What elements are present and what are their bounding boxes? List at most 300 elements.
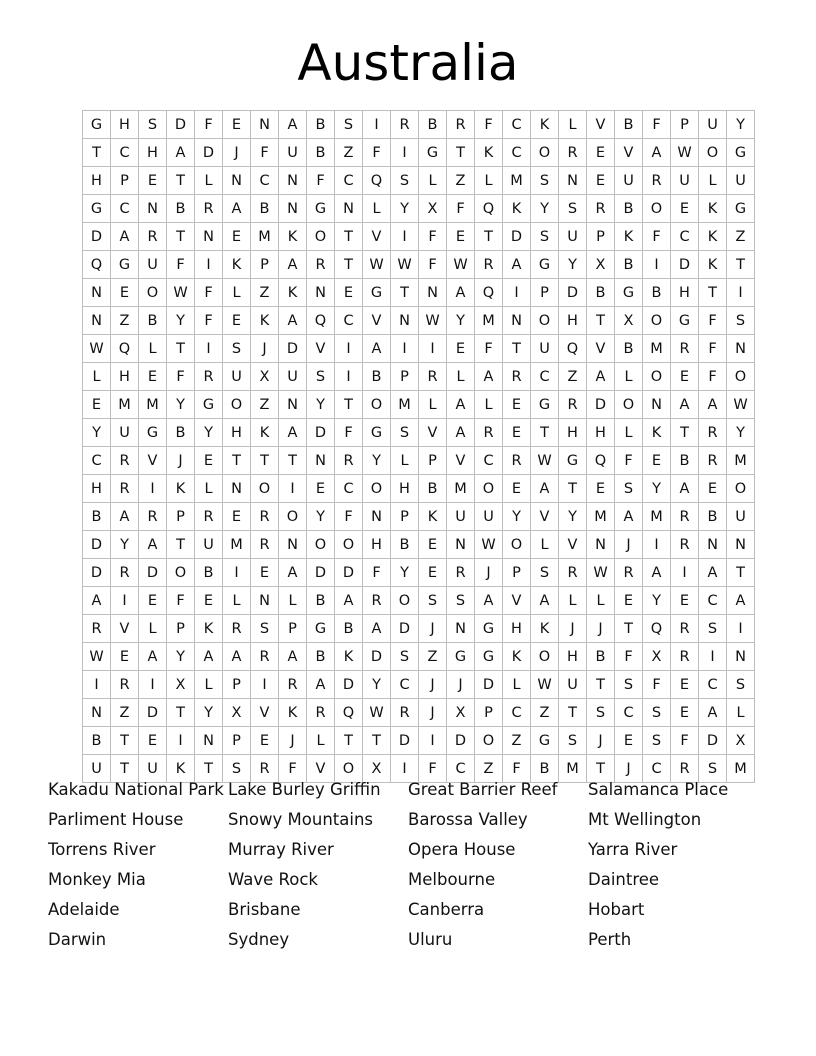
grid-letter-cell: F	[335, 419, 363, 447]
grid-letter-cell: G	[615, 279, 643, 307]
grid-letter-cell: P	[167, 503, 195, 531]
grid-letter-cell: I	[363, 111, 391, 139]
grid-letter-cell: X	[419, 195, 447, 223]
grid-letter-cell: O	[531, 139, 559, 167]
grid-letter-cell: R	[671, 335, 699, 363]
grid-letter-cell: M	[503, 167, 531, 195]
grid-letter-cell: R	[223, 615, 251, 643]
grid-letter-cell: G	[139, 419, 167, 447]
grid-letter-cell: C	[335, 475, 363, 503]
grid-letter-cell: P	[475, 699, 503, 727]
grid-letter-cell: N	[83, 307, 111, 335]
grid-letter-cell: S	[727, 671, 755, 699]
grid-row	[83, 251, 755, 279]
grid-letter-cell: H	[587, 419, 615, 447]
grid-letter-cell: P	[111, 167, 139, 195]
grid-letter-cell: M	[643, 335, 671, 363]
grid-letter-cell: Z	[447, 167, 475, 195]
grid-letter-cell: L	[727, 699, 755, 727]
grid-row	[83, 503, 755, 531]
grid-letter-cell: L	[223, 279, 251, 307]
grid-letter-cell: J	[587, 727, 615, 755]
grid-letter-cell: P	[587, 223, 615, 251]
grid-letter-cell: V	[419, 419, 447, 447]
grid-letter-cell: S	[223, 335, 251, 363]
grid-letter-cell: G	[531, 391, 559, 419]
grid-letter-cell: C	[447, 755, 475, 783]
grid-letter-cell: V	[307, 755, 335, 783]
grid-letter-cell: A	[223, 195, 251, 223]
grid-letter-cell: A	[279, 111, 307, 139]
grid-letter-cell: W	[587, 559, 615, 587]
grid-letter-cell: D	[167, 111, 195, 139]
grid-letter-cell: C	[671, 223, 699, 251]
grid-letter-cell: T	[167, 699, 195, 727]
grid-letter-cell: L	[419, 167, 447, 195]
grid-letter-cell: N	[279, 391, 307, 419]
grid-letter-cell: U	[223, 363, 251, 391]
grid-letter-cell: N	[223, 167, 251, 195]
grid-letter-cell: D	[83, 559, 111, 587]
grid-letter-cell: I	[223, 559, 251, 587]
grid-letter-cell: A	[447, 391, 475, 419]
grid-letter-cell: J	[419, 615, 447, 643]
grid-letter-cell: B	[83, 727, 111, 755]
grid-letter-cell: L	[223, 587, 251, 615]
grid-letter-cell: X	[727, 727, 755, 755]
grid-letter-cell: E	[111, 279, 139, 307]
grid-letter-cell: U	[699, 111, 727, 139]
grid-letter-cell: I	[335, 335, 363, 363]
grid-letter-cell: S	[587, 699, 615, 727]
grid-letter-cell: M	[587, 503, 615, 531]
grid-letter-cell: H	[363, 531, 391, 559]
grid-letter-cell: I	[419, 727, 447, 755]
word-list-item: Adelaide	[48, 900, 120, 919]
grid-letter-cell: P	[223, 671, 251, 699]
grid-letter-cell: T	[559, 475, 587, 503]
word-list-item: Darwin	[48, 930, 107, 949]
grid-letter-cell: U	[559, 671, 587, 699]
grid-letter-cell: H	[111, 111, 139, 139]
grid-letter-cell: T	[587, 671, 615, 699]
grid-letter-cell: L	[447, 363, 475, 391]
grid-letter-cell: A	[447, 279, 475, 307]
grid-letter-cell: U	[279, 363, 307, 391]
grid-letter-cell: N	[447, 531, 475, 559]
grid-letter-cell: W	[475, 531, 503, 559]
grid-letter-cell: I	[139, 671, 167, 699]
grid-letter-cell: C	[83, 447, 111, 475]
grid-letter-cell: F	[251, 139, 279, 167]
grid-letter-cell: B	[643, 279, 671, 307]
grid-letter-cell: T	[83, 139, 111, 167]
grid-letter-cell: Y	[643, 587, 671, 615]
grid-letter-cell: L	[559, 587, 587, 615]
grid-letter-cell: Y	[363, 447, 391, 475]
grid-letter-cell: F	[615, 643, 643, 671]
grid-letter-cell: A	[83, 587, 111, 615]
grid-letter-cell: D	[139, 559, 167, 587]
grid-letter-cell: A	[531, 587, 559, 615]
grid-letter-cell: G	[559, 447, 587, 475]
grid-letter-cell: O	[643, 195, 671, 223]
grid-letter-cell: X	[643, 643, 671, 671]
grid-letter-cell: P	[419, 447, 447, 475]
grid-letter-cell: T	[167, 531, 195, 559]
grid-letter-cell: Y	[307, 391, 335, 419]
grid-letter-cell: R	[83, 615, 111, 643]
grid-letter-cell: S	[391, 419, 419, 447]
grid-letter-cell: F	[503, 755, 531, 783]
grid-letter-cell: O	[531, 643, 559, 671]
grid-letter-cell: K	[699, 195, 727, 223]
grid-letter-cell: E	[419, 559, 447, 587]
grid-letter-cell: J	[251, 335, 279, 363]
grid-letter-cell: G	[531, 251, 559, 279]
grid-letter-cell: O	[475, 475, 503, 503]
grid-letter-cell: P	[279, 615, 307, 643]
grid-letter-cell: N	[419, 279, 447, 307]
grid-letter-cell: I	[391, 223, 419, 251]
grid-letter-cell: T	[335, 391, 363, 419]
grid-row	[83, 475, 755, 503]
grid-letter-cell: I	[251, 671, 279, 699]
grid-letter-cell: G	[419, 139, 447, 167]
grid-letter-cell: B	[419, 111, 447, 139]
grid-letter-cell: A	[279, 643, 307, 671]
grid-letter-cell: F	[167, 363, 195, 391]
grid-letter-cell: F	[363, 139, 391, 167]
grid-letter-cell: K	[503, 195, 531, 223]
grid-letter-cell: S	[615, 475, 643, 503]
grid-letter-cell: S	[531, 559, 559, 587]
grid-letter-cell: M	[223, 531, 251, 559]
grid-letter-cell: G	[447, 643, 475, 671]
grid-letter-cell: H	[83, 475, 111, 503]
grid-letter-cell: Y	[195, 419, 223, 447]
grid-letter-cell: X	[251, 363, 279, 391]
grid-letter-cell: O	[363, 475, 391, 503]
grid-letter-cell: G	[307, 195, 335, 223]
grid-letter-cell: S	[699, 755, 727, 783]
grid-letter-cell: L	[363, 195, 391, 223]
grid-letter-cell: N	[279, 195, 307, 223]
grid-row	[83, 335, 755, 363]
grid-letter-cell: X	[167, 671, 195, 699]
grid-letter-cell: Z	[475, 755, 503, 783]
grid-letter-cell: T	[727, 559, 755, 587]
grid-letter-cell: V	[447, 447, 475, 475]
grid-letter-cell: V	[111, 615, 139, 643]
grid-letter-cell: Z	[559, 363, 587, 391]
grid-letter-cell: S	[643, 699, 671, 727]
grid-letter-cell: H	[83, 167, 111, 195]
grid-letter-cell: F	[307, 167, 335, 195]
grid-row	[83, 111, 755, 139]
grid-letter-cell: R	[195, 195, 223, 223]
grid-letter-cell: D	[279, 335, 307, 363]
grid-letter-cell: B	[83, 503, 111, 531]
grid-letter-cell: R	[503, 447, 531, 475]
grid-letter-cell: I	[419, 335, 447, 363]
grid-letter-cell: N	[83, 279, 111, 307]
grid-letter-cell: E	[447, 335, 475, 363]
grid-letter-cell: M	[251, 223, 279, 251]
grid-letter-cell: U	[83, 755, 111, 783]
grid-letter-cell: A	[279, 307, 307, 335]
grid-letter-cell: K	[223, 251, 251, 279]
grid-letter-cell: A	[139, 643, 167, 671]
grid-letter-cell: S	[615, 671, 643, 699]
grid-letter-cell: J	[559, 615, 587, 643]
grid-letter-cell: U	[475, 503, 503, 531]
grid-row	[83, 699, 755, 727]
grid-letter-cell: L	[307, 727, 335, 755]
grid-letter-cell: S	[727, 307, 755, 335]
grid-letter-cell: Y	[531, 195, 559, 223]
grid-letter-cell: P	[251, 251, 279, 279]
grid-letter-cell: T	[363, 727, 391, 755]
grid-letter-cell: A	[531, 475, 559, 503]
grid-letter-cell: R	[307, 699, 335, 727]
grid-letter-cell: F	[363, 559, 391, 587]
grid-letter-cell: A	[587, 363, 615, 391]
grid-letter-cell: D	[447, 727, 475, 755]
grid-letter-cell: D	[391, 727, 419, 755]
grid-letter-cell: U	[111, 419, 139, 447]
grid-letter-cell: R	[643, 167, 671, 195]
grid-letter-cell: R	[447, 111, 475, 139]
grid-letter-cell: W	[363, 251, 391, 279]
grid-letter-cell: D	[475, 671, 503, 699]
grid-letter-cell: O	[503, 531, 531, 559]
grid-letter-cell: I	[391, 755, 419, 783]
grid-letter-cell: T	[615, 615, 643, 643]
grid-row	[83, 167, 755, 195]
grid-letter-cell: F	[475, 335, 503, 363]
grid-letter-cell: K	[531, 111, 559, 139]
grid-letter-cell: R	[195, 363, 223, 391]
grid-letter-cell: R	[251, 503, 279, 531]
grid-letter-cell: Z	[111, 307, 139, 335]
grid-row	[83, 139, 755, 167]
grid-letter-cell: R	[307, 251, 335, 279]
grid-letter-cell: M	[447, 475, 475, 503]
grid-letter-cell: D	[699, 727, 727, 755]
grid-letter-cell: L	[503, 671, 531, 699]
grid-letter-cell: F	[699, 335, 727, 363]
grid-letter-cell: Q	[111, 335, 139, 363]
grid-letter-cell: J	[615, 755, 643, 783]
grid-letter-cell: D	[587, 391, 615, 419]
word-list-item: Wave Rock	[228, 870, 318, 889]
grid-letter-cell: I	[727, 279, 755, 307]
grid-letter-cell: S	[559, 195, 587, 223]
grid-letter-cell: T	[111, 727, 139, 755]
grid-letter-cell: A	[727, 587, 755, 615]
grid-letter-cell: S	[223, 755, 251, 783]
grid-letter-cell: C	[531, 363, 559, 391]
grid-letter-cell: U	[279, 139, 307, 167]
grid-letter-cell: O	[615, 391, 643, 419]
grid-letter-cell: I	[727, 615, 755, 643]
grid-letter-cell: C	[699, 671, 727, 699]
grid-letter-cell: Z	[111, 699, 139, 727]
grid-letter-cell: G	[307, 615, 335, 643]
grid-letter-cell: P	[167, 615, 195, 643]
grid-letter-cell: O	[307, 223, 335, 251]
grid-letter-cell: R	[559, 139, 587, 167]
grid-letter-cell: A	[615, 503, 643, 531]
grid-letter-cell: R	[251, 531, 279, 559]
grid-letter-cell: Z	[727, 223, 755, 251]
grid-letter-cell: N	[223, 475, 251, 503]
grid-letter-cell: W	[447, 251, 475, 279]
grid-letter-cell: D	[391, 615, 419, 643]
grid-letter-cell: Y	[727, 419, 755, 447]
grid-letter-cell: K	[503, 643, 531, 671]
grid-letter-cell: R	[475, 251, 503, 279]
grid-letter-cell: E	[447, 223, 475, 251]
grid-letter-cell: E	[139, 167, 167, 195]
grid-letter-cell: O	[727, 475, 755, 503]
grid-letter-cell: F	[699, 307, 727, 335]
grid-letter-cell: S	[531, 167, 559, 195]
grid-letter-cell: H	[223, 419, 251, 447]
grid-row	[83, 559, 755, 587]
grid-letter-cell: P	[391, 363, 419, 391]
grid-letter-cell: T	[251, 447, 279, 475]
grid-letter-cell: I	[643, 531, 671, 559]
word-list-item: Melbourne	[408, 870, 496, 889]
grid-letter-cell: B	[587, 643, 615, 671]
grid-letter-cell: N	[559, 167, 587, 195]
grid-letter-cell: V	[251, 699, 279, 727]
grid-letter-cell: E	[307, 475, 335, 503]
word-list-item: Canberra	[408, 900, 485, 919]
grid-letter-cell: K	[643, 419, 671, 447]
word-list-item: Barossa Valley	[408, 810, 528, 829]
grid-letter-cell: E	[139, 587, 167, 615]
grid-letter-cell: R	[475, 419, 503, 447]
grid-letter-cell: A	[475, 587, 503, 615]
grid-letter-cell: N	[391, 307, 419, 335]
grid-letter-cell: E	[419, 531, 447, 559]
grid-letter-cell: E	[503, 475, 531, 503]
grid-letter-cell: Y	[195, 699, 223, 727]
grid-letter-cell: Z	[335, 139, 363, 167]
word-list-item: Salamanca Place	[588, 780, 729, 799]
grid-letter-cell: E	[195, 447, 223, 475]
grid-letter-cell: P	[671, 111, 699, 139]
grid-letter-cell: Y	[167, 643, 195, 671]
grid-letter-cell: W	[531, 671, 559, 699]
word-list-item: Uluru	[408, 930, 453, 949]
grid-letter-cell: E	[671, 195, 699, 223]
word-list-item: Lake Burley Griffin	[228, 780, 381, 799]
grid-letter-cell: W	[391, 251, 419, 279]
grid-letter-cell: W	[727, 391, 755, 419]
grid-letter-cell: Y	[363, 671, 391, 699]
grid-letter-cell: K	[167, 475, 195, 503]
grid-letter-cell: V	[587, 111, 615, 139]
grid-letter-cell: J	[167, 447, 195, 475]
grid-letter-cell: R	[699, 447, 727, 475]
grid-letter-cell: A	[363, 335, 391, 363]
word-list-item: Great Barrier Reef	[408, 780, 558, 799]
grid-letter-cell: L	[195, 167, 223, 195]
grid-letter-cell: D	[195, 139, 223, 167]
grid-letter-cell: B	[587, 279, 615, 307]
grid-letter-cell: I	[139, 475, 167, 503]
grid-letter-cell: Y	[643, 475, 671, 503]
grid-letter-cell: V	[587, 335, 615, 363]
grid-letter-cell: T	[559, 699, 587, 727]
grid-letter-cell: G	[727, 139, 755, 167]
word-list-item: Parliment House	[48, 810, 184, 829]
grid-letter-cell: E	[671, 587, 699, 615]
grid-letter-cell: L	[699, 167, 727, 195]
word-list-item: Perth	[588, 930, 632, 949]
grid-letter-cell: V	[307, 335, 335, 363]
grid-letter-cell: R	[671, 615, 699, 643]
grid-letter-cell: T	[335, 251, 363, 279]
grid-letter-cell: Q	[83, 251, 111, 279]
grid-letter-cell: C	[503, 111, 531, 139]
grid-letter-cell: F	[699, 363, 727, 391]
grid-letter-cell: F	[643, 111, 671, 139]
grid-letter-cell: L	[531, 531, 559, 559]
grid-letter-cell: I	[643, 251, 671, 279]
grid-letter-cell: R	[587, 195, 615, 223]
grid-letter-cell: R	[251, 643, 279, 671]
grid-letter-cell: Y	[391, 559, 419, 587]
grid-letter-cell: N	[643, 391, 671, 419]
grid-letter-cell: J	[419, 699, 447, 727]
grid-letter-cell: B	[699, 503, 727, 531]
grid-letter-cell: H	[139, 139, 167, 167]
grid-letter-cell: T	[167, 223, 195, 251]
grid-letter-cell: F	[195, 279, 223, 307]
grid-letter-cell: R	[111, 475, 139, 503]
grid-letter-cell: T	[699, 279, 727, 307]
grid-letter-cell: K	[279, 223, 307, 251]
grid-letter-cell: L	[139, 615, 167, 643]
grid-letter-cell: T	[587, 307, 615, 335]
grid-letter-cell: D	[83, 223, 111, 251]
grid-letter-cell: E	[111, 643, 139, 671]
grid-letter-cell: R	[391, 699, 419, 727]
grid-letter-cell: N	[139, 195, 167, 223]
word-list-item: Kakadu National Park	[48, 780, 224, 799]
grid-letter-cell: D	[335, 671, 363, 699]
grid-letter-cell: Q	[587, 447, 615, 475]
grid-letter-cell: G	[727, 195, 755, 223]
grid-letter-cell: F	[335, 503, 363, 531]
grid-letter-cell: A	[139, 531, 167, 559]
grid-letter-cell: C	[475, 447, 503, 475]
grid-row	[83, 671, 755, 699]
grid-letter-cell: E	[223, 503, 251, 531]
grid-letter-cell: B	[139, 307, 167, 335]
grid-letter-cell: R	[195, 503, 223, 531]
grid-letter-cell: K	[475, 139, 503, 167]
grid-letter-cell: N	[699, 531, 727, 559]
grid-letter-cell: W	[671, 139, 699, 167]
grid-letter-cell: U	[727, 503, 755, 531]
grid-letter-cell: U	[447, 503, 475, 531]
